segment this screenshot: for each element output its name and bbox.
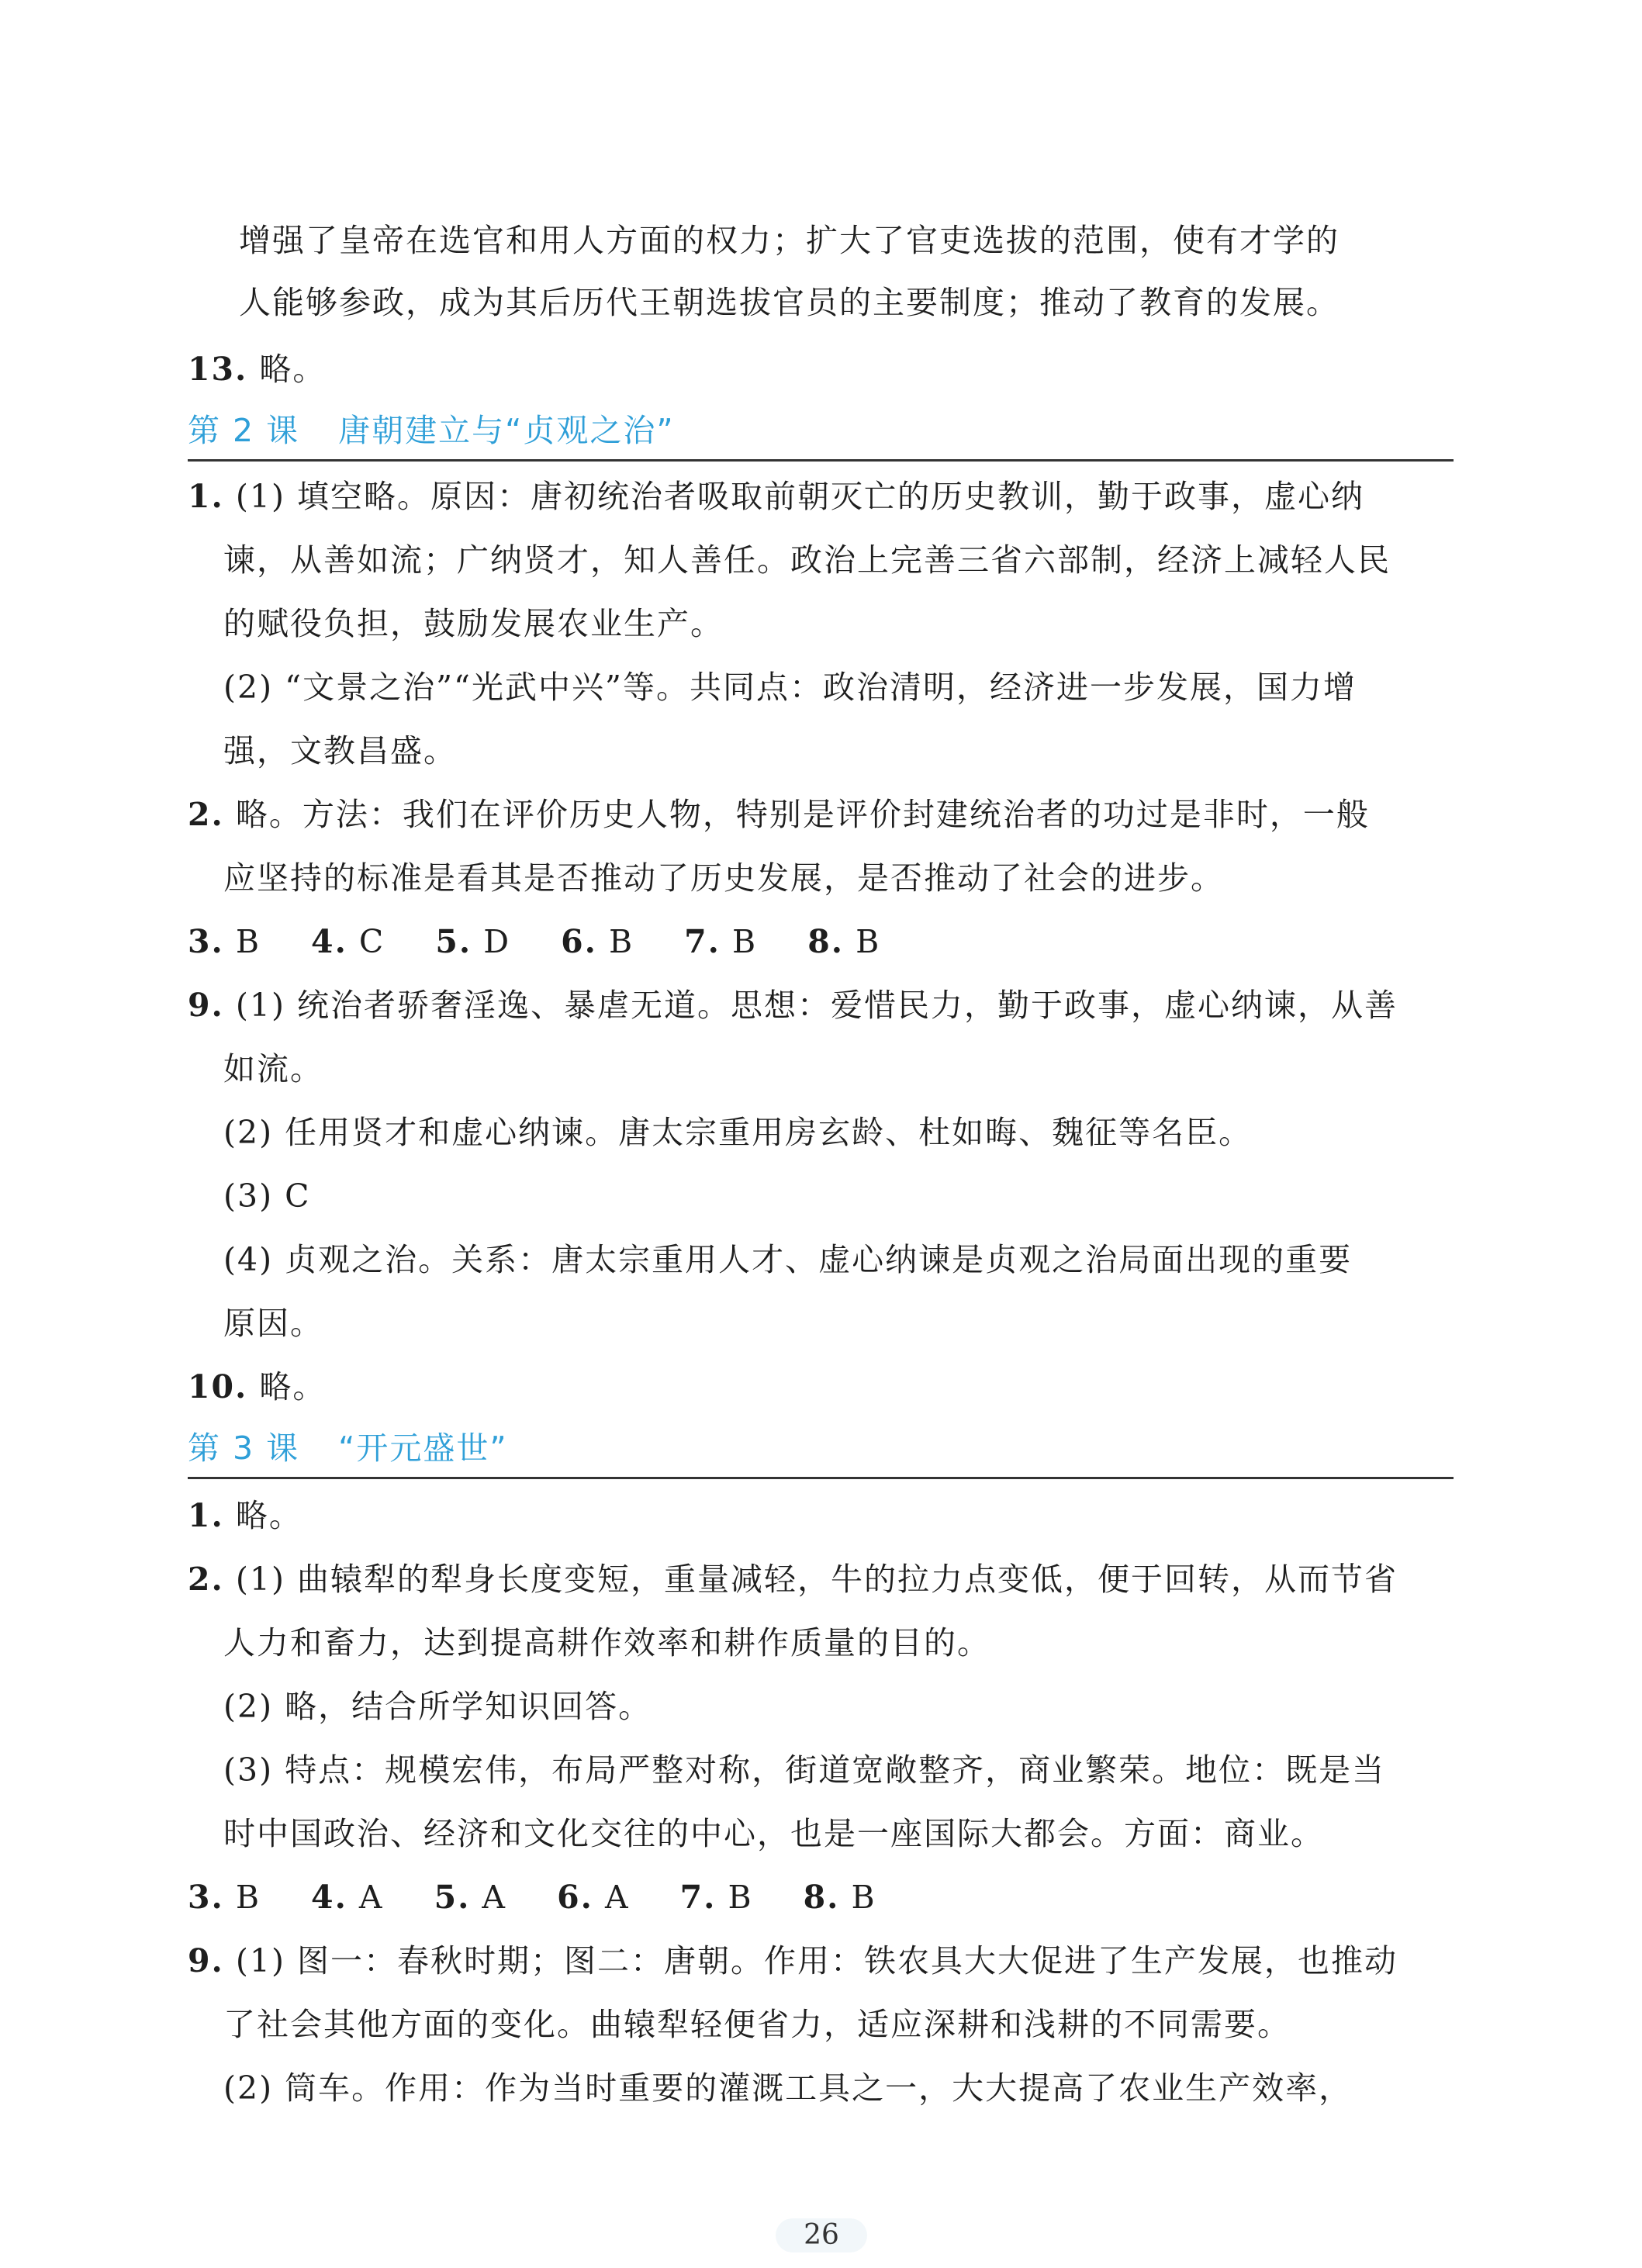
question-2 [188, 793, 1370, 836]
question-number: 8. [803, 1879, 840, 1916]
question-number: 3. [188, 923, 224, 960]
text-line: (4) 贞观之治。关系：唐太宗重用人才、虚心纳谏是贞观之治局面出现的重要 [223, 1241, 1353, 1278]
question-number: 9. [188, 1942, 224, 1979]
question-number: 6. [561, 923, 597, 960]
question-10 [188, 1365, 326, 1409]
question-9 [188, 984, 1398, 1027]
text-line: 人能够参政，成为其后历代王朝选拔官员的主要制度；推动了教育的发展。 [239, 284, 1340, 321]
multiple-choice-answers [188, 1876, 915, 1919]
text-line: (3) C [223, 1177, 311, 1215]
mc-answer: B [235, 923, 261, 960]
question-number: 1. [188, 1497, 224, 1534]
text-line: 了社会其他方面的变化。曲辕犁轻便省力，适应深耕和浅耕的不同需要。 [223, 2006, 1291, 2043]
question-number: 8. [807, 923, 845, 960]
text-line: 如流。 [223, 1050, 323, 1087]
text-line: 谏，从善如流；广纳贤才，知人善任。政治上完善三省六部制，经济上减轻人民 [223, 541, 1391, 579]
lesson-number: 第 3 课 [188, 1430, 300, 1467]
multiple-choice-answers [188, 920, 919, 963]
question-number: 13. [188, 351, 248, 388]
mc-item [311, 920, 385, 963]
text-line: (2) 任用贤才和虚心纳谏。唐太宗重用房玄龄、杜如晦、魏征等名臣。 [223, 1114, 1253, 1151]
text-line: (2) 略，结合所学知识回答。 [223, 1688, 652, 1725]
lesson-3-heading [188, 1426, 1454, 1479]
question-number: 7. [679, 1879, 717, 1916]
question-number: 3. [188, 1879, 224, 1916]
text-line: 应坚持的标准是看其是否推动了历史发展，是否推动了社会的进步。 [223, 859, 1224, 897]
answer-text: 略。 [259, 351, 327, 388]
mc-answer: A [358, 1879, 384, 1916]
question-number: 4. [311, 1879, 347, 1916]
question-number: 2. [188, 796, 224, 833]
mc-item [680, 1876, 753, 1919]
text-line: 人力和畜力，达到提高耕作效率和耕作质量的目的。 [223, 1624, 990, 1661]
answer-text: (1) 曲辕犁的犁身长度变短，重量减轻，牛的拉力点变低，便于回转，从而节省 [235, 1561, 1398, 1598]
question-number: 7. [684, 923, 721, 960]
lesson-title: 唐朝建立与“贞观之治” [338, 412, 675, 449]
question-9 [188, 1939, 1398, 1983]
answer-text: 略。 [259, 1368, 327, 1405]
mc-item [188, 920, 261, 963]
mc-item [435, 920, 510, 963]
mc-item [434, 1876, 506, 1919]
mc-answer: A [482, 1879, 507, 1916]
mc-answer: B [235, 1879, 261, 1916]
text-line: 原因。 [223, 1305, 323, 1342]
mc-answer: D [483, 923, 511, 960]
mc-item [804, 1876, 876, 1919]
mc-item [684, 920, 757, 963]
mc-answer: B [608, 923, 634, 960]
answer-text: 略。方法：我们在评价历史人物，特别是评价封建统治者的功过是非时，一般 [235, 796, 1370, 833]
lesson-2-heading [188, 408, 1454, 462]
question-number: 5. [434, 1879, 471, 1916]
answer-text: 略。 [235, 1497, 302, 1534]
mc-answer: A [604, 1879, 630, 1916]
text-line: 强，文教昌盛。 [223, 732, 457, 769]
page-number: 26 [776, 2218, 867, 2252]
question-13 [188, 347, 326, 391]
mc-answer: B [851, 1879, 876, 1916]
mc-item [557, 1876, 629, 1919]
mc-item [807, 920, 880, 963]
answer-text: (1) 图一：春秋时期；图二：唐朝。作用：铁农具大大促进了生产发展，也推动 [235, 1942, 1398, 1979]
text-line: 增强了皇帝在选官和用人方面的权力；扩大了官吏选拔的范围，使有才学的 [239, 222, 1340, 259]
question-number: 6. [557, 1879, 593, 1916]
text-line: 的赋役负担，鼓励发展农业生产。 [223, 605, 724, 642]
text-line: (2) 筒车。作用：作为当时重要的灌溉工具之一，大大提高了农业生产效率， [223, 2069, 1353, 2107]
mc-item [188, 1876, 261, 1919]
question-number: 5. [435, 923, 472, 960]
answer-text: (1) 统治者骄奢淫逸、暴虐无道。思想：爱惜民力，勤于政事，虚心纳谏，从善 [235, 987, 1398, 1024]
question-2 [188, 1558, 1398, 1601]
question-number: 1. [188, 478, 224, 515]
text-line: (2) “文景之治”“光武中兴”等。共同点：政治清明，经济进一步发展，国力增 [223, 669, 1357, 706]
text-line: 时中国政治、经济和文化交往的中心，也是一座国际大都会。方面：商业。 [223, 1815, 1324, 1852]
mc-item [561, 920, 634, 963]
question-number: 10. [188, 1368, 248, 1405]
mc-answer: B [856, 923, 881, 960]
question-number: 4. [311, 923, 347, 960]
mc-item [311, 1876, 383, 1919]
text-line: (3) 特点：规模宏伟，布局严整对称，街道宽敞整齐，商业繁荣。地位：既是当 [223, 1751, 1386, 1789]
question-1 [188, 1494, 302, 1537]
question-1 [188, 475, 1364, 518]
mc-answer: B [732, 923, 758, 960]
answer-text: (1) 填空略。原因：唐初统治者吸取前朝灭亡的历史教训，勤于政事，虚心纳 [235, 478, 1364, 515]
mc-answer: C [358, 923, 385, 960]
question-number: 9. [188, 987, 224, 1024]
question-number: 2. [188, 1561, 224, 1598]
mc-answer: B [728, 1879, 753, 1916]
lesson-number: 第 2 课 [188, 412, 300, 449]
lesson-title: “开元盛世” [338, 1430, 508, 1467]
